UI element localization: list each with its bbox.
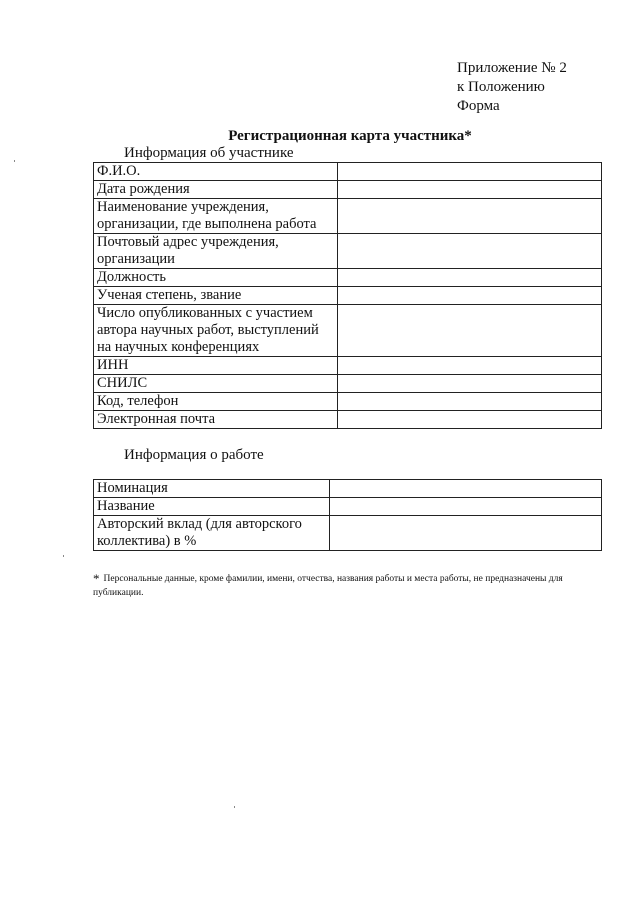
scan-speck (14, 160, 15, 162)
table-row (94, 269, 602, 287)
field-label: Электронная почта (94, 411, 338, 429)
field-label: Ученая степень, звание (94, 287, 338, 305)
table-row (94, 199, 602, 234)
field-value-cell[interactable] (338, 181, 602, 199)
scan-speck (63, 555, 64, 557)
field-label: Название (94, 498, 330, 516)
field-value-cell[interactable] (338, 375, 602, 393)
field-label: Дата рождения (94, 181, 338, 199)
field-value-cell[interactable] (338, 305, 602, 357)
field-value-cell[interactable] (338, 199, 602, 234)
field-label: Ф.И.О. (94, 163, 338, 181)
scan-speck (234, 806, 235, 808)
table-row (94, 480, 602, 498)
table-row (94, 357, 602, 375)
table-row (94, 411, 602, 429)
field-label: Должность (94, 269, 338, 287)
field-value-cell[interactable] (338, 393, 602, 411)
appendix-form-label: Форма (457, 98, 500, 114)
table-row (94, 305, 602, 357)
field-value-cell[interactable] (330, 516, 602, 551)
table-row (94, 498, 602, 516)
appendix-number: Приложение № 2 (457, 60, 567, 76)
table-row (94, 516, 602, 551)
field-value-cell[interactable] (338, 357, 602, 375)
table-row (94, 163, 602, 181)
field-value-cell[interactable] (338, 287, 602, 305)
participant-table (93, 162, 602, 429)
field-value-cell[interactable] (330, 480, 602, 498)
field-label: Авторский вклад (для авторского коллектива) в % (94, 516, 330, 551)
field-value-cell[interactable] (330, 498, 602, 516)
field-label: Наименование учреждения, организации, где выполнена работа (94, 199, 338, 234)
field-value-cell[interactable] (338, 163, 602, 181)
appendix-note (457, 59, 567, 116)
field-value-cell[interactable] (338, 234, 602, 269)
table-row (94, 375, 602, 393)
table-row (94, 234, 602, 269)
table-row (94, 181, 602, 199)
page-title: Регистрационная карта участника* (228, 128, 472, 144)
field-label: СНИЛС (94, 375, 338, 393)
work-table (93, 479, 602, 551)
participant-heading: Информация об участнике (124, 145, 294, 161)
field-value-cell[interactable] (338, 411, 602, 429)
footnote-text: Персональные данные, кроме фамилии, имени, отчества, названия работы и места работы, не предназначены для публикации. (93, 574, 563, 598)
field-label: Номинация (94, 480, 330, 498)
field-label: Почтовый адрес учреждения, организации (94, 234, 338, 269)
appendix-reference: к Положению (457, 79, 545, 95)
table-row (94, 393, 602, 411)
table-row (94, 287, 602, 305)
footnote (93, 572, 613, 600)
field-label: Код, телефон (94, 393, 338, 411)
field-label: ИНН (94, 357, 338, 375)
footnote-mark: * (93, 571, 100, 586)
field-label: Число опубликованных с участием автора научных работ, выступлений на научных конференциях (94, 305, 338, 357)
work-heading: Информация о работе (124, 447, 264, 463)
field-value-cell[interactable] (338, 269, 602, 287)
